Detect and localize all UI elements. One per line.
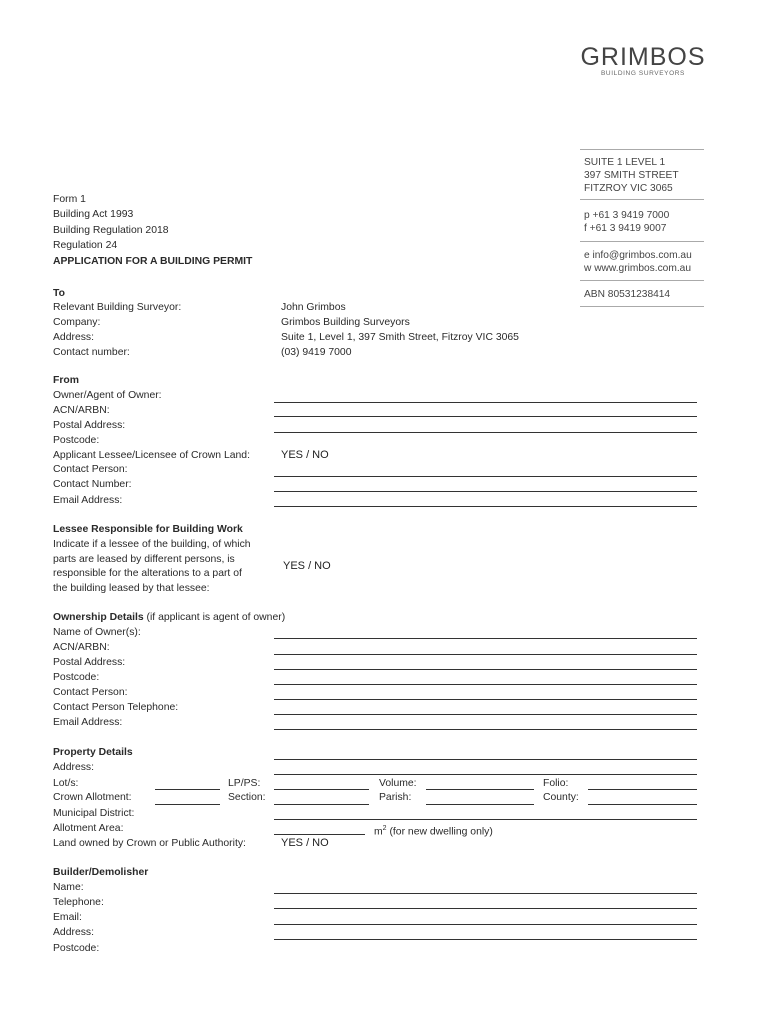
from-label-postcode: Postcode: xyxy=(53,435,100,446)
to-label-address: Address: xyxy=(53,332,95,343)
folio-field[interactable] xyxy=(588,789,697,790)
builder-label-telephone: Telephone: xyxy=(53,897,104,908)
act-reference: Building Act 1993 xyxy=(53,209,134,220)
to-heading: To xyxy=(53,288,65,299)
contact-fax: f +61 3 9419 9007 xyxy=(584,223,667,234)
from-label-postal: Postal Address: xyxy=(53,420,126,431)
lessee-heading: Lessee Responsible for Building Work xyxy=(53,524,243,535)
regulation-number: Regulation 24 xyxy=(53,240,118,251)
builder-heading: Builder/Demolisher xyxy=(53,867,149,878)
lessee-description-4: the building leased by that lessee: xyxy=(53,583,210,594)
contact-rule-3 xyxy=(580,241,704,242)
lessee-yes-no-option[interactable]: YES / NO xyxy=(283,560,331,572)
property-label-section: Section: xyxy=(228,792,266,803)
to-value-surveyor: John Grimbos xyxy=(281,302,346,313)
contact-email: e info@grimbos.com.au xyxy=(584,250,692,261)
from-label-contact-number: Contact Number: xyxy=(53,479,132,490)
ownership-label-postal: Postal Address: xyxy=(53,657,126,668)
to-label-contact: Contact number: xyxy=(53,347,130,358)
to-label-company: Company: xyxy=(53,317,101,328)
contact-rule-4 xyxy=(580,280,704,281)
area-note: (for new dwelling only) xyxy=(386,826,493,838)
ownership-label-postcode: Postcode: xyxy=(53,672,100,683)
logo-name: GRIMBOS xyxy=(580,43,706,71)
section-field[interactable] xyxy=(274,804,369,805)
from-postal-address-field[interactable] xyxy=(274,432,697,433)
parish-field[interactable] xyxy=(426,804,534,805)
builder-label-address: Address: xyxy=(53,927,95,938)
lessee-description-2: parts are leased by different persons, is xyxy=(53,554,235,565)
contact-abn: ABN 80531238414 xyxy=(584,289,671,300)
builder-name-field[interactable] xyxy=(274,893,697,894)
ownership-label-name: Name of Owner(s): xyxy=(53,627,141,638)
from-acn-field[interactable] xyxy=(274,416,697,417)
property-heading: Property Details xyxy=(53,747,133,758)
property-label-address: Address: xyxy=(53,762,95,773)
to-value-company: Grimbos Building Surveyors xyxy=(281,317,410,328)
ownership-label-telephone: Contact Person Telephone: xyxy=(53,702,179,713)
lots-field[interactable] xyxy=(155,789,220,790)
property-yes-no-option[interactable]: YES / NO xyxy=(281,837,329,849)
builder-telephone-field[interactable] xyxy=(274,908,697,909)
from-email-field[interactable] xyxy=(274,506,697,507)
municipal-district-field[interactable] xyxy=(274,819,697,820)
lessee-description-3: responsible for the alterations to a part of xyxy=(53,568,242,579)
ownership-acn-field[interactable] xyxy=(274,654,697,655)
from-contact-person-field[interactable] xyxy=(274,476,697,477)
to-value-contact: (03) 9419 7000 xyxy=(281,347,352,358)
area-unit: m xyxy=(374,826,383,838)
lessee-description-1: Indicate if a lessee of the building, of which xyxy=(53,539,251,550)
form-number: Form 1 xyxy=(53,194,86,205)
ownership-label-email: Email Address: xyxy=(53,717,123,728)
to-label-surveyor: Relevant Building Surveyor: xyxy=(53,302,182,313)
from-label-owner: Owner/Agent of Owner: xyxy=(53,390,162,401)
property-label-crown-allotment: Crown Allotment: xyxy=(53,792,132,803)
contact-address-line-3: FITZROY VIC 3065 xyxy=(584,183,673,194)
builder-email-field[interactable] xyxy=(274,924,697,925)
property-label-allotment-area: Allotment Area: xyxy=(53,823,124,834)
from-label-applicant: Applicant Lessee/Licensee of Crown Land: xyxy=(53,450,250,461)
logo-subtitle: BUILDING SURVEYORS xyxy=(600,70,685,77)
ownership-note: (if applicant is agent of owner) xyxy=(143,612,286,623)
builder-label-name: Name: xyxy=(53,882,84,893)
property-label-lp-ps: LP/PS: xyxy=(228,778,261,789)
from-heading: From xyxy=(53,375,79,386)
ownership-postal-address-field[interactable] xyxy=(274,669,697,670)
contact-rule-2 xyxy=(580,199,704,200)
contact-address-line-1: SUITE 1 LEVEL 1 xyxy=(584,157,666,168)
company-logo xyxy=(578,44,708,77)
owner-agent-field[interactable] xyxy=(274,402,697,403)
ownership-telephone-field[interactable] xyxy=(274,714,697,715)
ownership-heading-line xyxy=(53,611,285,624)
ownership-contact-person-field[interactable] xyxy=(274,699,697,700)
property-label-lots: Lot/s: xyxy=(53,778,79,789)
allotment-area-field[interactable] xyxy=(274,834,365,835)
from-contact-number-field[interactable] xyxy=(274,491,697,492)
crown-allotment-field[interactable] xyxy=(155,804,220,805)
from-label-acn: ACN/ARBN: xyxy=(53,405,110,416)
from-label-contact-person: Contact Person: xyxy=(53,464,128,475)
property-area-unit xyxy=(374,822,493,838)
ownership-heading: Ownership Details xyxy=(53,612,144,623)
county-field[interactable] xyxy=(588,804,697,805)
property-label-parish: Parish: xyxy=(379,792,412,803)
property-label-folio: Folio: xyxy=(543,778,569,789)
builder-label-postcode: Postcode: xyxy=(53,943,100,954)
from-label-email: Email Address: xyxy=(53,495,123,506)
property-address-field-2[interactable] xyxy=(274,774,697,775)
regulation-reference: Building Regulation 2018 xyxy=(53,225,169,236)
ownership-email-field[interactable] xyxy=(274,729,697,730)
property-label-volume: Volume: xyxy=(379,778,417,789)
owner-name-field[interactable] xyxy=(274,638,697,639)
contact-rule-top xyxy=(580,149,704,150)
to-value-address: Suite 1, Level 1, 397 Smith Street, Fitzroy VIC 3065 xyxy=(281,332,519,343)
ownership-postcode-field[interactable] xyxy=(274,684,697,685)
lp-ps-field[interactable] xyxy=(274,789,369,790)
volume-field[interactable] xyxy=(426,789,534,790)
contact-address-line-2: 397 SMITH STREET xyxy=(584,170,679,181)
contact-rule-bottom xyxy=(580,306,704,307)
property-address-field-1[interactable] xyxy=(274,759,697,760)
property-label-municipal: Municipal District: xyxy=(53,808,135,819)
area-unit-exponent: 2 xyxy=(382,825,387,832)
property-label-county: County: xyxy=(543,792,579,803)
builder-label-email: Email: xyxy=(53,912,82,923)
contact-web: w www.grimbos.com.au xyxy=(584,263,691,274)
ownership-label-contact-person: Contact Person: xyxy=(53,687,128,698)
contact-phone: p +61 3 9419 7000 xyxy=(584,210,670,221)
builder-address-field[interactable] xyxy=(274,939,697,940)
ownership-label-acn: ACN/ARBN: xyxy=(53,642,110,653)
from-yes-no-option[interactable]: YES / NO xyxy=(281,449,329,461)
page-title: APPLICATION FOR A BUILDING PERMIT xyxy=(53,256,253,267)
property-label-land-owned: Land owned by Crown or Public Authority: xyxy=(53,838,246,849)
